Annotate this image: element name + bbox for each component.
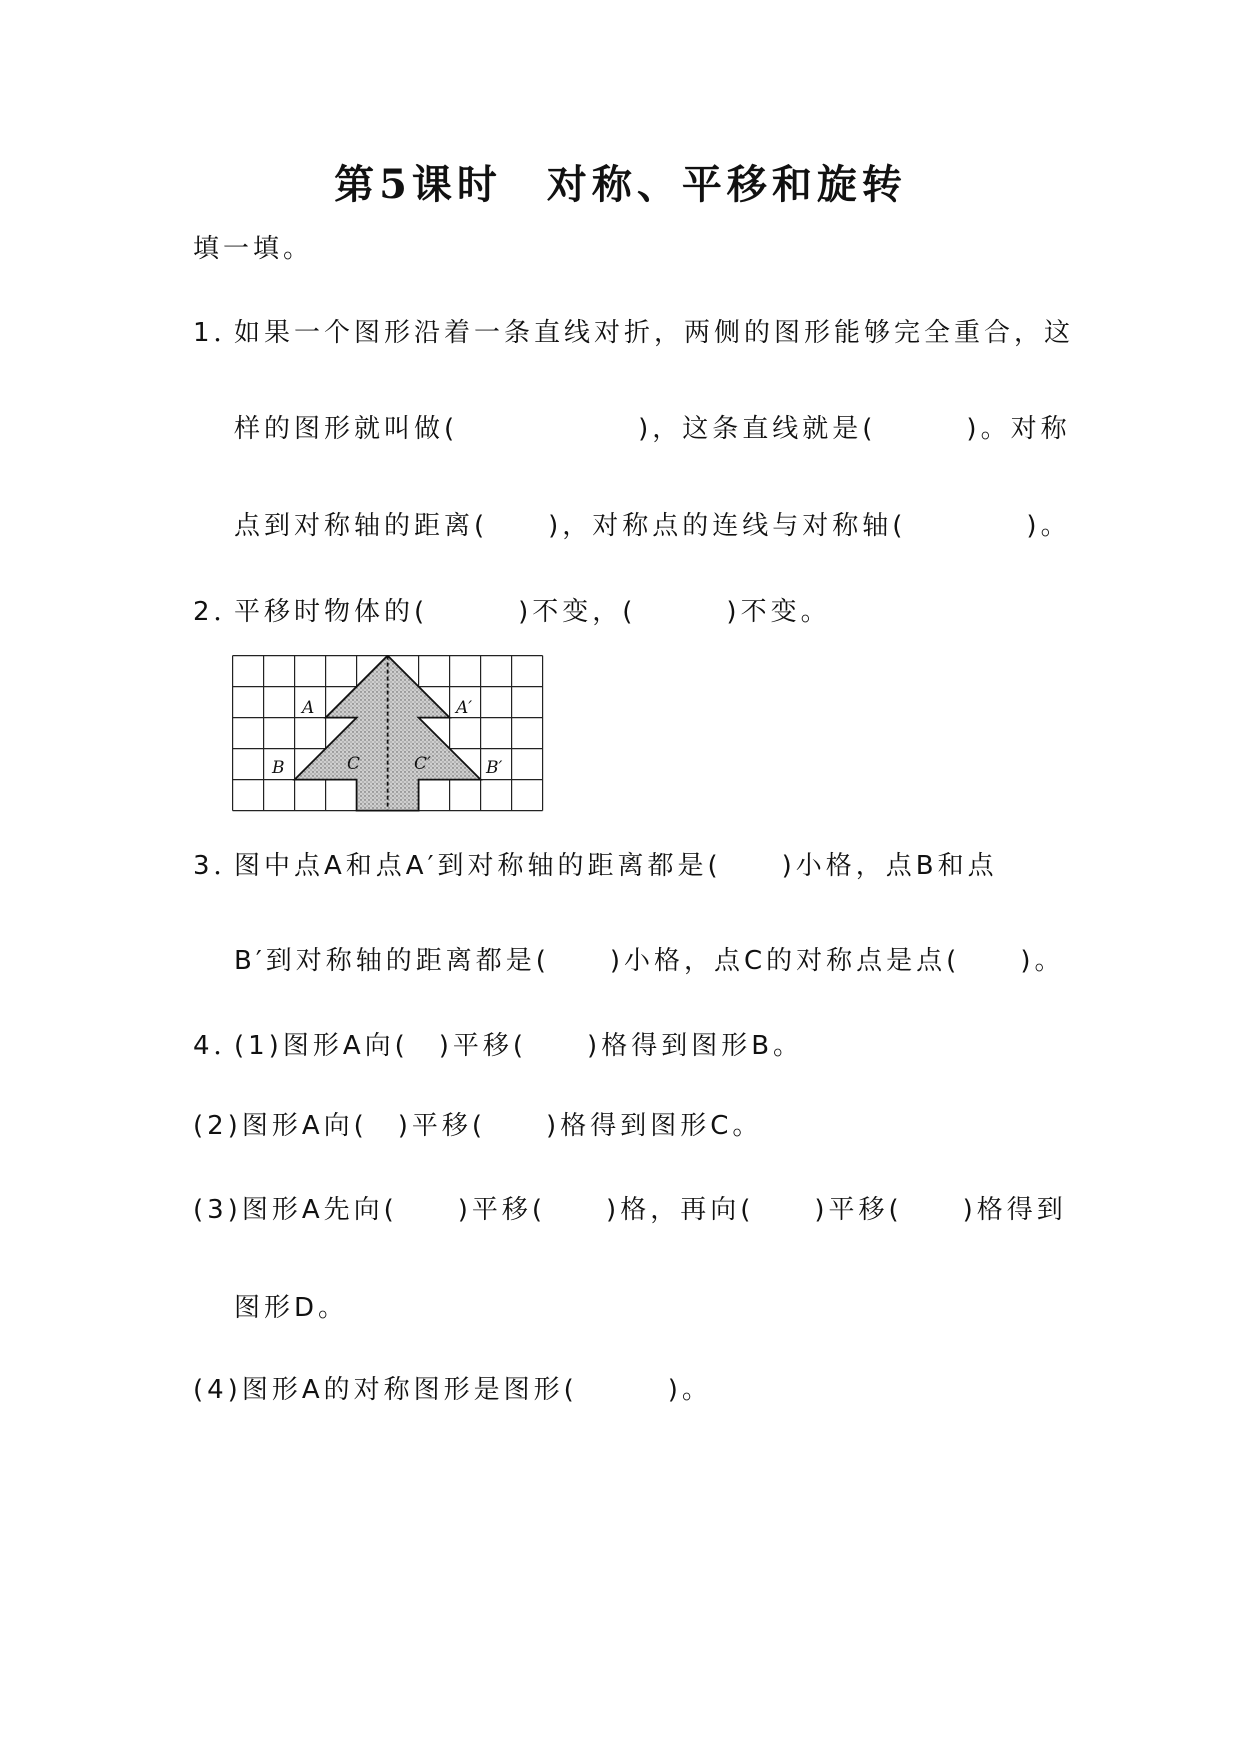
question-4-part-2: (2)图形A向( )平移( )格得到图形C。	[193, 1111, 763, 1141]
question-4-part-3-line-2: 图形D。	[234, 1293, 349, 1323]
label-b-prime: B′	[486, 758, 503, 778]
question-3-line-1: 图中点A和点A′到对称轴的距离都是( )小格，点B和点	[234, 851, 998, 881]
question-1-number: 1．	[193, 318, 244, 348]
question-3-number: 3．	[193, 851, 244, 881]
page-title: 第5课时 对称、平移和旋转	[334, 161, 907, 208]
question-4-part-4: (4)图形A的对称图形是图形( )。	[193, 1375, 712, 1405]
label-c-prime: C′	[414, 754, 431, 774]
question-1-line-3: 点到对称轴的距离( )，对称点的连线与对称轴( )。	[234, 511, 1071, 541]
label-c: C	[347, 754, 361, 774]
tree-grid-figure	[232, 655, 544, 812]
question-4-part-1: (1)图形A向( )平移( )格得到图形B。	[234, 1031, 804, 1061]
question-2-number: 2．	[193, 597, 244, 627]
question-2-line-1: 平移时物体的( )不变，( )不变。	[234, 597, 831, 627]
label-b: B	[272, 758, 285, 778]
label-a: A	[302, 698, 315, 718]
question-1-line-1: 如果一个图形沿着一条直线对折，两侧的图形能够完全重合，这	[234, 318, 1075, 348]
question-4-part-3-line-1: (3)图形A先向( )平移( )格，再向( )平移( )格得到	[193, 1195, 1067, 1225]
question-4-number: 4．	[193, 1031, 244, 1061]
label-a-prime: A′	[456, 698, 473, 718]
instruction-text: 填一填。	[193, 234, 314, 264]
question-3-line-2: B′到对称轴的距离都是( )小格，点C的对称点是点( )。	[234, 946, 1065, 976]
question-1-line-2: 样的图形就叫做( )，这条直线就是( )。对称	[234, 414, 1071, 444]
